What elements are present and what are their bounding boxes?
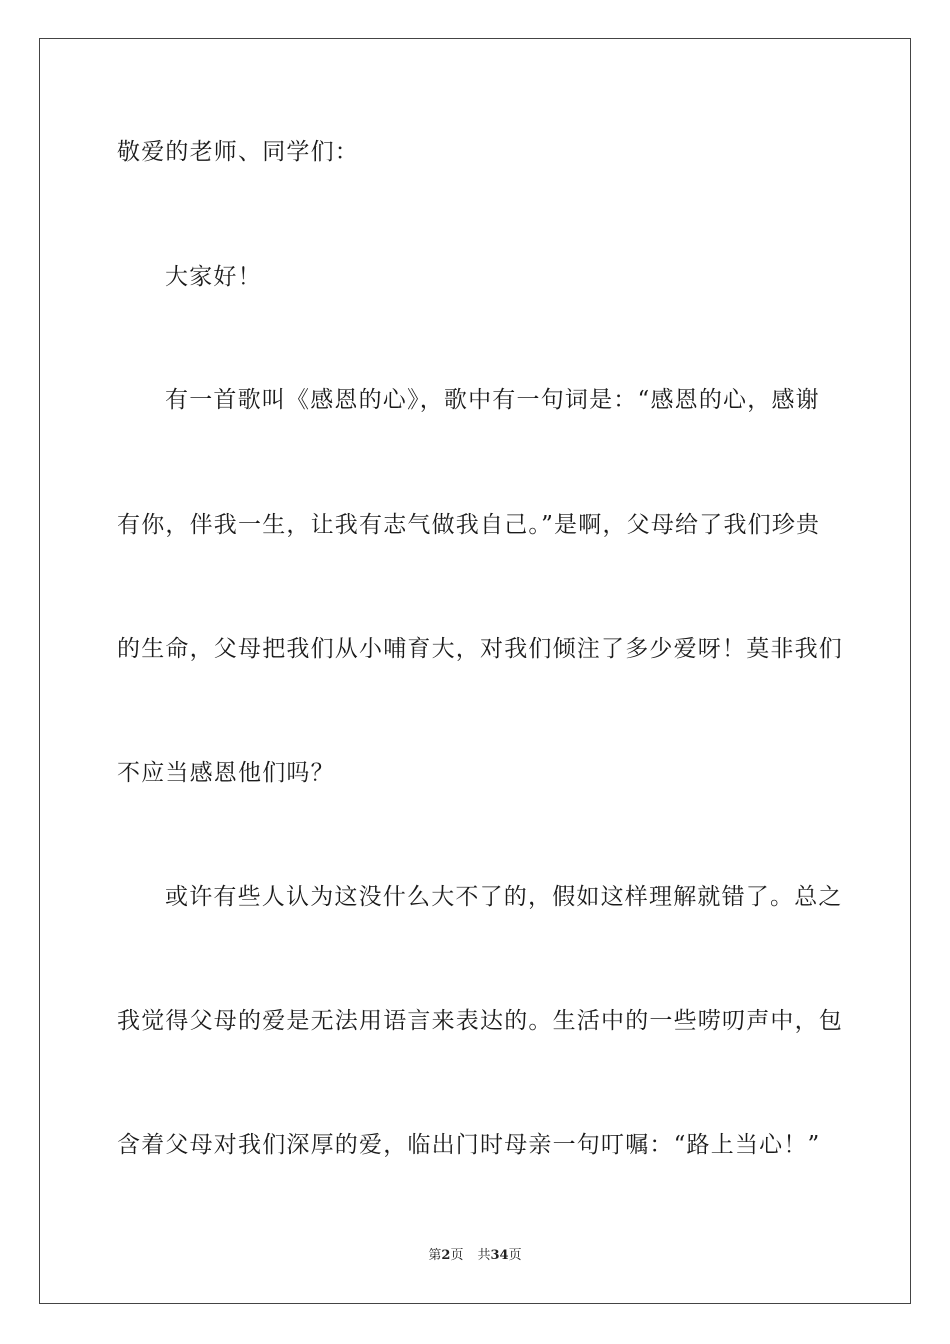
footer-page-number: 2 — [441, 1248, 451, 1263]
paragraph-line-4: 的生命，父母把我们从小哺育大，对我们倾注了多少爱呀！莫非我们 — [117, 636, 843, 662]
paragraph-line-2: 有一首歌叫《感恩的心》，歌中有一句词是：“感恩的心，感谢 — [165, 387, 820, 413]
footer-page-suffix: 页 — [450, 1248, 464, 1263]
footer-page-prefix: 第 — [428, 1248, 442, 1263]
footer-total-suffix: 页 — [508, 1248, 522, 1263]
page-footer — [0, 1247, 950, 1265]
footer-total-pages: 34 — [490, 1248, 509, 1263]
paragraph-line-5: 不应当感恩他们吗？ — [117, 760, 335, 786]
page-border — [39, 38, 911, 1304]
paragraph-line-8: 含着父母对我们深厚的爱，临出门时母亲一句叮嘱：“路上当心！” — [117, 1132, 821, 1158]
paragraph-line-1: 大家好！ — [165, 264, 262, 290]
paragraph-line-3: 有你，伴我一生，让我有志气做我自己。”是啊，父母给了我们珍贵 — [117, 512, 821, 538]
greeting-line: 敬爱的老师、同学们： — [117, 139, 359, 165]
footer-total-prefix: 共 — [477, 1248, 491, 1263]
paragraph-line-6: 或许有些人认为这没什么大不了的，假如这样理解就错了。总之 — [165, 884, 843, 910]
paragraph-line-7: 我觉得父母的爱是无法用语言来表达的。生活中的一些唠叨声中，包 — [117, 1008, 843, 1034]
